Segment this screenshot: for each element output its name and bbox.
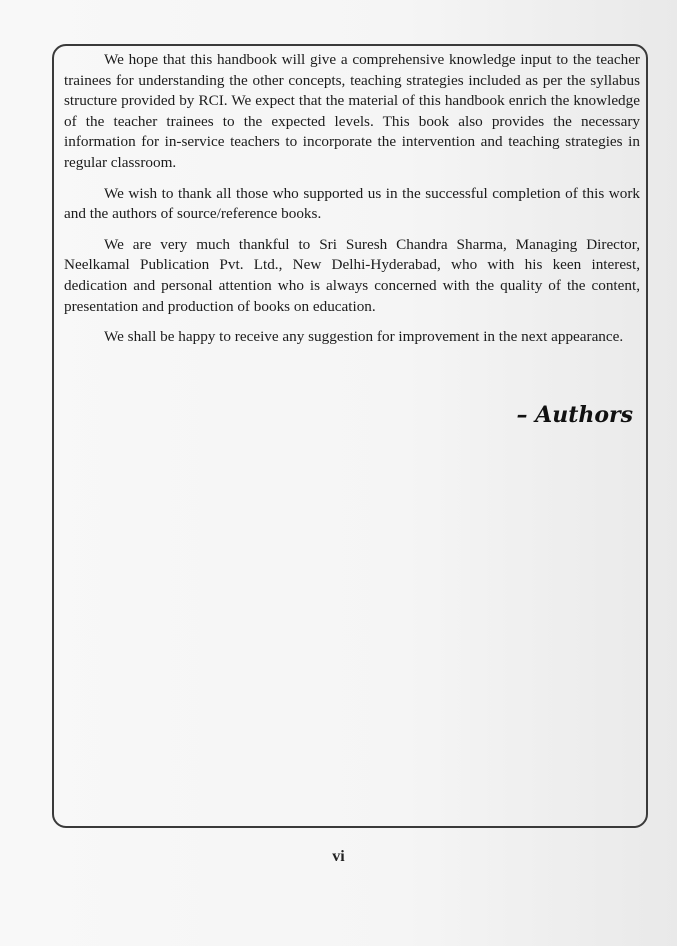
paragraph-thanks-publisher: We are very much thankful to Sri Suresh Chandra Sharma, Managing Director, Neelkamal Publication Pvt. Ltd., New Delhi-Hyderabad, who with his keen interest, dedication and personal attention who is always concerned with the quality of the content, presentation and production of books on education. <box>64 235 640 315</box>
authors-signature: – Authors <box>516 402 633 428</box>
body-text <box>64 50 640 358</box>
page-number: vi <box>332 848 345 865</box>
paragraph-thanks-supporters: We wish to thank all those who supported us in the successful completion of this work and the authors of source/reference books. <box>64 184 640 223</box>
paragraph-suggestions: We shall be happy to receive any suggestion for improvement in the next appearance. <box>104 328 624 346</box>
paragraph-handbook-purpose: We hope that this handbook will give a comprehensive knowledge input to the teacher trainees for understanding the other concepts, teaching strategies included as per the syllabus structure provided by RCI. We expect that the material of this handbook enrich the knowledge of the teacher trainees to the expected levels. This book also provides the necessary information for in-service teachers to incorporate the intervention and teaching strategies in regular classroom. <box>64 51 640 171</box>
